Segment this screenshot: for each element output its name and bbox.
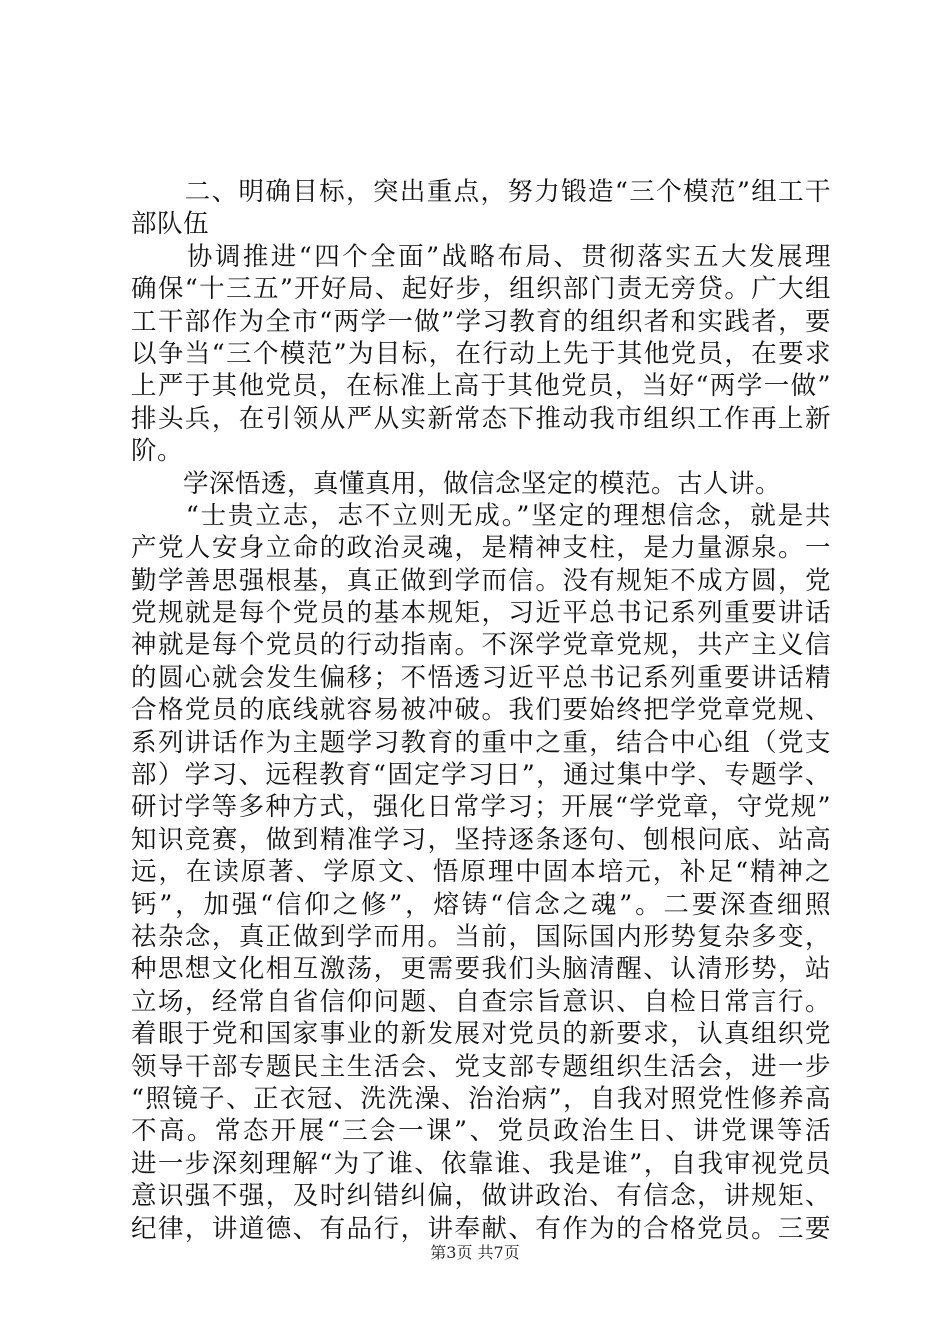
- text-line: 钙”，加强“信仰之修”，熔铸“信念之魂”。二要深查细照: [131, 889, 831, 920]
- text-line: 确保“十三五”开好局、起好步，组织部门责无旁贷。广大组: [131, 274, 831, 305]
- text-line: 神就是每个党员的行动指南。不深学党章党规，共产主义信: [131, 630, 831, 661]
- text-line: 产党人安身立命的政治灵魂，是精神支柱，是力量源泉。一: [131, 533, 831, 564]
- text-line: 上严于其他党员，在标准上高于其他党员，当好“两学一做”: [131, 371, 831, 402]
- text-line: 立场，经常自省信仰问题、自查宗旨意识、自检日常言行。: [131, 986, 831, 1017]
- text-line: 工干部作为全市“两学一做”学习教育的组织者和实践者，要: [131, 306, 831, 337]
- text-line: 以争当“三个模范”为目标，在行动上先于其他党员，在要求: [131, 338, 831, 369]
- text-line: 意识强不强，及时纠错纠偏，做讲政治、有信念，讲规矩、: [131, 1181, 831, 1212]
- text-line: 进一步深刻理解“为了谁、依靠谁、我是谁”，自我审视党员: [131, 1148, 831, 1179]
- text-line: “照镜子、正衣冠、洗洗澡、治治病”，自我对照党性修养高: [131, 1083, 831, 1114]
- text-line: 种思想文化相互激荡，更需要我们头脑清醒、认清形势，站: [131, 954, 831, 985]
- text-line: 学深悟透，真懂真用，做信念坚定的模范。古人讲。: [131, 468, 782, 499]
- document-body: [131, 176, 831, 1245]
- text-line: 着眼于党和国家事业的新发展对党员的新要求，认真组织党: [131, 1019, 831, 1050]
- text-line: 不高。常态开展“三会一课”、党员政治生日、讲党课等活: [131, 1116, 831, 1147]
- text-line: 二、明确目标，突出重点，努力锻造“三个模范”组工干: [131, 177, 831, 207]
- text-line: 阶。: [131, 436, 184, 467]
- text-line: 知识竞赛，做到精准学习，坚持逐条逐句、刨根问底、站高: [131, 824, 831, 855]
- text-line: 勤学善思强根基，真正做到学而信。没有规矩不成方圆，党: [131, 565, 831, 596]
- page-footer: 第3页 共7页: [430, 1243, 520, 1262]
- text-line: 系列讲话作为主题学习教育的重中之重，结合中心组（党支: [131, 727, 831, 758]
- text-line: 领导干部专题民主生活会、党支部专题组织生活会，进一步: [131, 1051, 831, 1082]
- text-line: 协调推进“四个全面”战略布局、贯彻落实五大发展理: [186, 241, 831, 272]
- text-line: 部队伍: [131, 209, 210, 240]
- text-line: 合格党员的底线就容易被冲破。我们要始终把学党章党规、: [131, 695, 831, 726]
- text-line: 党规就是每个党员的基本规矩，习近平总书记系列重要讲话: [131, 598, 831, 629]
- text-line: “士贵立志，志不立则无成。”坚定的理想信念，就是共: [131, 500, 831, 531]
- text-line: 的圆心就会发生偏移；不悟透习近平总书记系列重要讲话精: [131, 662, 831, 693]
- text-line: 排头兵，在引领从严从实新常态下推动我市组织工作再上新: [131, 403, 831, 434]
- text-line: 研讨学等多种方式，强化日常学习；开展“学党章，守党规”: [131, 792, 831, 823]
- text-line: 远，在读原著、学原文、悟原理中固本培元，补足“精神之: [131, 857, 831, 888]
- text-line: 部）学习、远程教育“固定学习日”，通过集中学、专题学、: [131, 760, 831, 791]
- text-line: 祛杂念，真正做到学而用。当前，国际国内形势复杂多变，: [131, 921, 831, 952]
- text-line: 纪律，讲道德、有品行，讲奉献、有作为的合格党员。三要: [131, 1213, 831, 1244]
